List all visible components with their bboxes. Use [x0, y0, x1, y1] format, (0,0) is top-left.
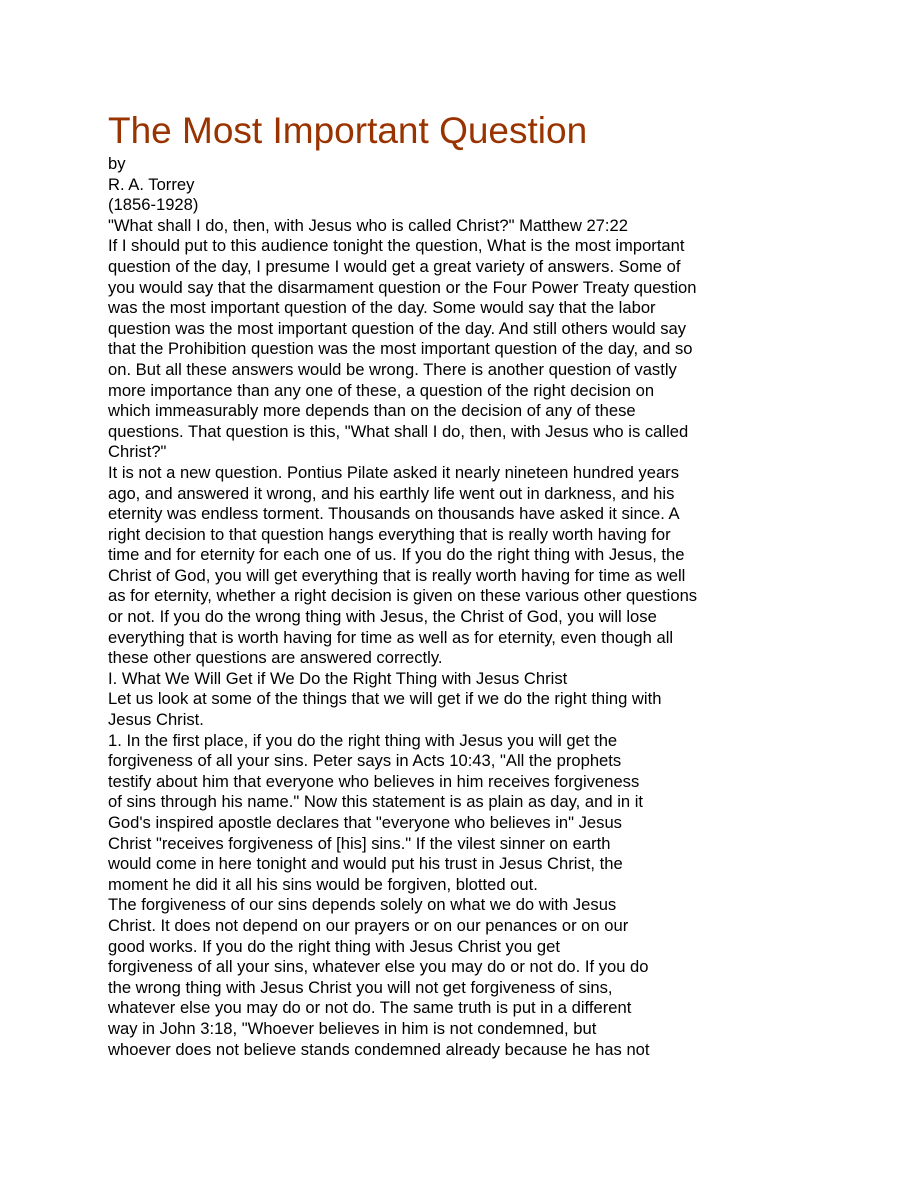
text-line: questions. That question is this, "What shall I do, then, with Jesus who is called	[108, 421, 689, 441]
text-line: Christ?"	[108, 442, 167, 462]
text-line: more importance than any one of these, a question of the right decision on	[108, 380, 655, 400]
text-line: would come in here tonight and would put his trust in Jesus Christ, the	[108, 854, 623, 874]
text-line: If I should put to this audience tonight the question, What is the most important	[108, 236, 685, 256]
text-line: the wrong thing with Jesus Christ you will not get forgiveness of sins,	[108, 977, 613, 997]
text-line: of sins through his name." Now this statement is as plain as day, and in it	[108, 792, 644, 812]
text-line: that the Prohibition question was the most important question of the day, and so	[108, 339, 693, 359]
text-line: whoever does not believe stands condemned already because he has not	[108, 1039, 650, 1059]
text-line: Christ. It does not depend on our prayers or on our penances or on our	[108, 915, 629, 935]
text-line: It is not a new question. Pontius Pilate asked it nearly nineteen hundred years	[108, 462, 679, 482]
text-line: was the most important question of the day. Some would say that the labor	[108, 298, 656, 318]
byline-label: by	[108, 154, 126, 173]
text-line: eternity was endless torment. Thousands on thousands have asked it since. A	[108, 504, 680, 524]
author-name: R. A. Torrey	[108, 174, 195, 194]
text-line: Jesus Christ.	[108, 710, 204, 730]
text-line: right decision to that question hangs everything that is really worth having for	[108, 524, 671, 544]
text-line: testify about him that everyone who believes in him receives forgiveness	[108, 771, 640, 791]
text-line: forgiveness of all your sins, whatever else you may do or not do. If you do	[108, 957, 649, 977]
text-line: as for eternity, whether a right decision is given on these various other questions	[108, 586, 698, 606]
author-dates: (1856-1928)	[108, 195, 199, 215]
text-line: Let us look at some of the things that we will get if we do the right thing with	[108, 689, 662, 709]
text-line: good works. If you do the right thing with Jesus Christ you get	[108, 936, 560, 956]
text-line: which immeasurably more depends than on the decision of any of these	[108, 401, 636, 421]
text-line: God's inspired apostle declares that "everyone who believes in" Jesus	[108, 813, 622, 832]
document-body	[108, 154, 808, 1060]
text-line: or not. If you do the wrong thing with Jesus, the Christ of God, you will lose	[108, 607, 657, 627]
text-line: on. But all these answers would be wrong. There is another question of vastly	[108, 359, 677, 379]
text-line: moment he did it all his sins would be forgiven, blotted out.	[108, 874, 538, 894]
text-line: everything that is worth having for time as well as for eternity, even though all	[108, 627, 674, 647]
text-line: you would say that the disarmament question or the Four Power Treaty question	[108, 277, 697, 297]
scripture-epigraph: "What shall I do, then, with Jesus who is called Christ?" Matthew 27:22	[108, 215, 628, 235]
text-line: forgiveness of all your sins. Peter says in Acts 10:43, "All the prophets	[108, 751, 622, 771]
text-line: 1. In the first place, if you do the right thing with Jesus you will get the	[108, 730, 618, 750]
text-line: whatever else you may do or not do. The same truth is put in a different	[108, 998, 632, 1018]
document-title: The Most Important Question	[108, 110, 588, 151]
text-line: The forgiveness of our sins depends solely on what we do with Jesus	[108, 895, 617, 915]
section-heading: I. What We Will Get if We Do the Right Thing with Jesus Christ	[108, 668, 568, 688]
text-line: ago, and answered it wrong, and his earthly life went out in darkness, and his	[108, 483, 675, 503]
text-line: way in John 3:18, "Whoever believes in him is not condemned, but	[108, 1018, 597, 1038]
text-line: Christ "receives forgiveness of [his] sins." If the vilest sinner on earth	[108, 833, 611, 853]
text-line: question was the most important question of the day. And still others would say	[108, 318, 687, 338]
text-line: these other questions are answered correctly.	[108, 648, 443, 668]
text-line: time and for eternity for each one of us. If you do the right thing with Jesus, the	[108, 545, 685, 565]
text-line: question of the day, I presume I would get a great variety of answers. Some of	[108, 256, 681, 276]
document-page	[108, 108, 808, 1060]
text-line: Christ of God, you will get everything that is really worth having for time as well	[108, 565, 686, 585]
